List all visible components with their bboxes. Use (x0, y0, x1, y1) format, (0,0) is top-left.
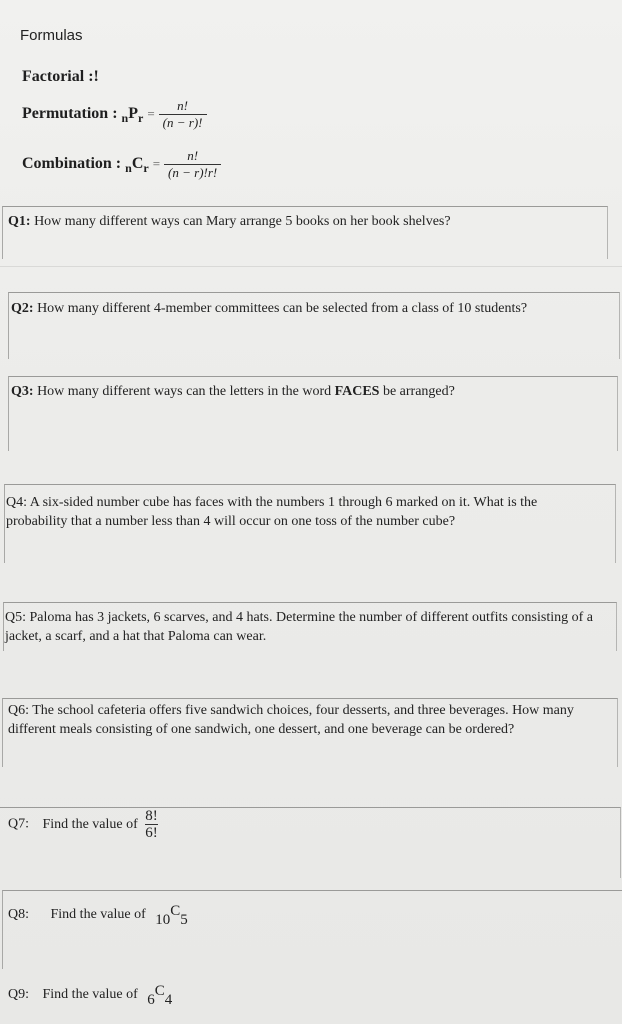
combination-fraction (164, 148, 221, 181)
combination-numerator: n! (187, 148, 199, 163)
question-1 (8, 212, 598, 231)
question-8-symbol: C (170, 903, 181, 919)
permutation-fraction (159, 98, 207, 131)
fold-line (0, 266, 622, 267)
question-5 (5, 608, 613, 646)
question-9-post: 4 (164, 992, 173, 1008)
permutation-denominator: (n − r)! (159, 114, 207, 131)
combination-denominator: (n − r)!r! (164, 164, 221, 181)
factorial-label: Factorial :! (22, 68, 99, 85)
question-9-symbol: C (154, 983, 165, 999)
factorial-formula (22, 68, 99, 86)
permutation-pre-sub: n (121, 111, 129, 126)
permutation-symbol: P (128, 105, 138, 123)
combination-equals: = (152, 156, 161, 172)
question-3-text-before: How many different ways can the letters in the word (37, 384, 335, 399)
question-4-text: A six-sided number cube has faces with the numbers 1 through 6 marked on it. What is the probability that a number less than 4 will occur on one toss of the number cube? (6, 495, 538, 529)
question-1-number: Q1: (8, 214, 31, 229)
question-3-text-after: be arranged? (379, 384, 455, 399)
permutation-label: Permutation : (22, 105, 118, 123)
question-2-number: Q2: (11, 301, 34, 316)
question-9-text: Find the value of (42, 987, 138, 1002)
question-9-number: Q9: (8, 987, 29, 1002)
question-9 (8, 982, 172, 1010)
question-8-post: 5 (180, 912, 188, 928)
question-7-numerator: 8! (145, 808, 158, 824)
permutation-formula (22, 98, 207, 131)
combination-label: Combination : (22, 155, 122, 173)
question-4 (6, 493, 591, 531)
question-5-number: Q5: (5, 610, 26, 625)
question-8-pre: 10 (155, 912, 171, 928)
question-3-word: FACES (334, 384, 380, 399)
question-3-number: Q3: (11, 384, 34, 399)
question-7-fraction (145, 808, 158, 841)
question-1-text: How many different ways can Mary arrange 5 books on her book shelves? (34, 214, 451, 229)
permutation-equals: = (147, 106, 155, 122)
question-7 (8, 808, 158, 841)
question-7-denominator: 6! (145, 825, 158, 841)
question-2-text: How many different 4-member committees can be selected from a class of 10 students? (37, 301, 528, 316)
question-8 (8, 902, 188, 930)
question-8-number: Q8: (8, 907, 29, 922)
question-9-combination (147, 983, 173, 1008)
question-6 (8, 701, 614, 739)
combination-symbol: C (131, 155, 144, 173)
formulas-title: Formulas (20, 27, 83, 44)
question-7-text: Find the value of (42, 816, 138, 832)
question-8-combination (155, 903, 188, 928)
question-6-number: Q6: (8, 703, 29, 718)
question-6-text: The school cafeteria offers five sandwich choices, four desserts, and three beverages. How many different meals consisting of one sandwich, one dessert, and one beverage can be ordered? (8, 703, 574, 737)
question-5-text: Paloma has 3 jackets, 6 scarves, and 4 hats. Determine the number of different outfits consisting of a jacket, a scarf, and a hat that Paloma can wear. (5, 610, 593, 644)
question-9-pre: 6 (147, 992, 155, 1008)
combination-formula (22, 148, 221, 181)
question-4-number: Q4: (6, 495, 27, 510)
permutation-post-sub: r (138, 111, 144, 126)
question-2 (11, 299, 581, 318)
permutation-numerator: n! (177, 98, 188, 113)
combination-post-sub: r (143, 161, 149, 176)
question-8-text: Find the value of (50, 907, 146, 922)
question-7-number: Q7: (8, 816, 29, 832)
combination-pre-sub: n (125, 161, 132, 176)
question-3 (11, 382, 601, 401)
